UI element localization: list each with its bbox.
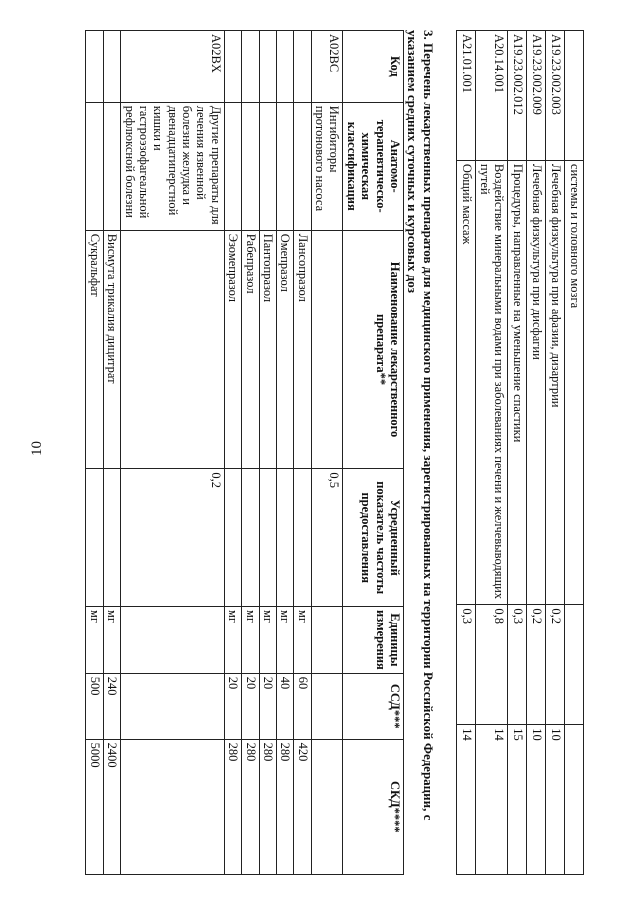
cell-v2: 15 <box>508 725 527 875</box>
cell-v2: 14 <box>476 725 508 875</box>
table-row <box>103 31 120 875</box>
cell-code: A19.23.002.012 <box>508 31 527 161</box>
cell-freq <box>103 469 120 607</box>
cell-name <box>311 230 343 469</box>
cell-name: Процедуры, направленные на уменьшение спастики <box>508 160 527 604</box>
cell-unit: мг <box>259 607 276 674</box>
table-row <box>476 31 508 875</box>
cell-code <box>277 31 294 103</box>
cell-name: Пантопразол <box>259 230 276 469</box>
cell-name: Висмута трикалия дицитрат <box>103 230 120 469</box>
cell-skd <box>121 739 225 874</box>
table-row <box>224 31 241 875</box>
cell-skd <box>311 739 343 874</box>
cell-unit: мг <box>86 607 103 674</box>
cell-atc <box>259 102 276 230</box>
cell-name: системы и головного мозга <box>565 160 584 604</box>
cell-ssd: 20 <box>242 673 259 739</box>
cell-atc <box>294 102 311 230</box>
cell-code <box>86 31 103 103</box>
cell-ssd: 20 <box>224 673 241 739</box>
rotated-content <box>44 30 584 875</box>
cell-freq: 0,2 <box>121 469 225 607</box>
cell-atc <box>103 102 120 230</box>
table-row <box>259 31 276 875</box>
cell-skd: 5000 <box>86 739 103 874</box>
drugs-table <box>86 30 405 875</box>
cell-name: Лечебная физкультура при афазии, дизартрии <box>546 160 565 604</box>
header-skd: СКД**** <box>343 739 404 874</box>
cell-ssd <box>311 673 343 739</box>
cell-freq: 0,5 <box>311 469 343 607</box>
cell-v1: 0,3 <box>457 605 476 725</box>
cell-code: A19.23.002.009 <box>527 31 546 161</box>
cell-v1: 0,2 <box>527 605 546 725</box>
table-row <box>508 31 527 875</box>
cell-v2: 10 <box>546 725 565 875</box>
cell-freq <box>259 469 276 607</box>
cell-code: A20.14.001 <box>476 31 508 161</box>
procedures-table <box>456 30 584 875</box>
cell-atc: Ингибиторы протонового насоса <box>311 102 343 230</box>
cell-v1: 0,3 <box>508 605 527 725</box>
cell-name: Сукральфат <box>86 230 103 469</box>
cell-code <box>224 31 241 103</box>
cell-ssd: 40 <box>277 673 294 739</box>
cell-code <box>242 31 259 103</box>
cell-code: A19.23.002.003 <box>546 31 565 161</box>
cell-ssd: 500 <box>86 673 103 739</box>
section-heading: 3. Перечень лекарственных препаратов для медицинского применения, зарегистрированных на территории Российской Федерации, с указанием средних суточных и курсовых доз <box>405 30 436 821</box>
cell-skd: 420 <box>294 739 311 874</box>
header-atc: Анатомо-терапевтическо-химическая классификация <box>343 102 404 230</box>
cell-name: Лечебная физкультура при дисфагии <box>527 160 546 604</box>
cell-freq <box>294 469 311 607</box>
cell-ssd: 20 <box>259 673 276 739</box>
table-row <box>242 31 259 875</box>
header-drug-name: Наименование лекарственного препарата** <box>343 230 404 469</box>
cell-name: Омепразол <box>277 230 294 469</box>
cell-name: Эзомепразол <box>224 230 241 469</box>
header-unit: Единицы измерения <box>343 607 404 674</box>
header-frequency: Усредненный показатель частоты предоставления <box>343 469 404 607</box>
cell-code: A21.01.001 <box>457 31 476 161</box>
cell-v2: 10 <box>527 725 546 875</box>
cell-v1: 0,8 <box>476 605 508 725</box>
cell-skd: 280 <box>259 739 276 874</box>
cell-ssd: 60 <box>294 673 311 739</box>
cell-freq <box>242 469 259 607</box>
cell-unit <box>121 607 225 674</box>
cell-unit <box>311 607 343 674</box>
cell-name: Рабепразол <box>242 230 259 469</box>
table-row <box>527 31 546 875</box>
page-number: 10 <box>29 441 45 456</box>
table-header-row <box>343 31 404 875</box>
table-row <box>565 31 584 875</box>
cell-ssd: 240 <box>103 673 120 739</box>
cell-skd: 280 <box>277 739 294 874</box>
cell-unit: мг <box>224 607 241 674</box>
table-row <box>121 31 225 875</box>
table-row <box>86 31 103 875</box>
cell-code <box>259 31 276 103</box>
cell-code <box>103 31 120 103</box>
table-row <box>546 31 565 875</box>
cell-name: Лансопразол <box>294 230 311 469</box>
cell-atc: Другие препараты для лечения язвенной болезни желудка и двенадцатиперстной кишки и гастроэзофагеальной рефлюксной болезни <box>121 102 225 230</box>
cell-freq <box>86 469 103 607</box>
header-code: Код <box>343 31 404 103</box>
cell-name: Общий массаж <box>457 160 476 604</box>
cell-v1: 0,2 <box>546 605 565 725</box>
cell-freq <box>224 469 241 607</box>
table-row <box>294 31 311 875</box>
cell-skd: 2400 <box>103 739 120 874</box>
cell-atc <box>242 102 259 230</box>
cell-unit: мг <box>103 607 120 674</box>
table-row <box>457 31 476 875</box>
table-row <box>277 31 294 875</box>
table-row <box>311 31 343 875</box>
cell-v2: 14 <box>457 725 476 875</box>
cell-unit: мг <box>242 607 259 674</box>
cell-code <box>294 31 311 103</box>
cell-freq <box>277 469 294 607</box>
cell-atc <box>224 102 241 230</box>
cell-unit: мг <box>277 607 294 674</box>
cell-skd: 280 <box>224 739 241 874</box>
cell-atc <box>277 102 294 230</box>
cell-name: Воздействие минеральными водами при заболеваниях печени и желчевыводящих путей <box>476 160 508 604</box>
cell-v1 <box>565 605 584 725</box>
cell-code: A02BC <box>311 31 343 103</box>
cell-ssd <box>121 673 225 739</box>
cell-name <box>121 230 225 469</box>
cell-skd: 280 <box>242 739 259 874</box>
header-ssd: ССД*** <box>343 673 404 739</box>
cell-code <box>565 31 584 161</box>
cell-v2 <box>565 725 584 875</box>
cell-atc <box>86 102 103 230</box>
cell-unit: мг <box>294 607 311 674</box>
cell-code: A02BX <box>121 31 225 103</box>
